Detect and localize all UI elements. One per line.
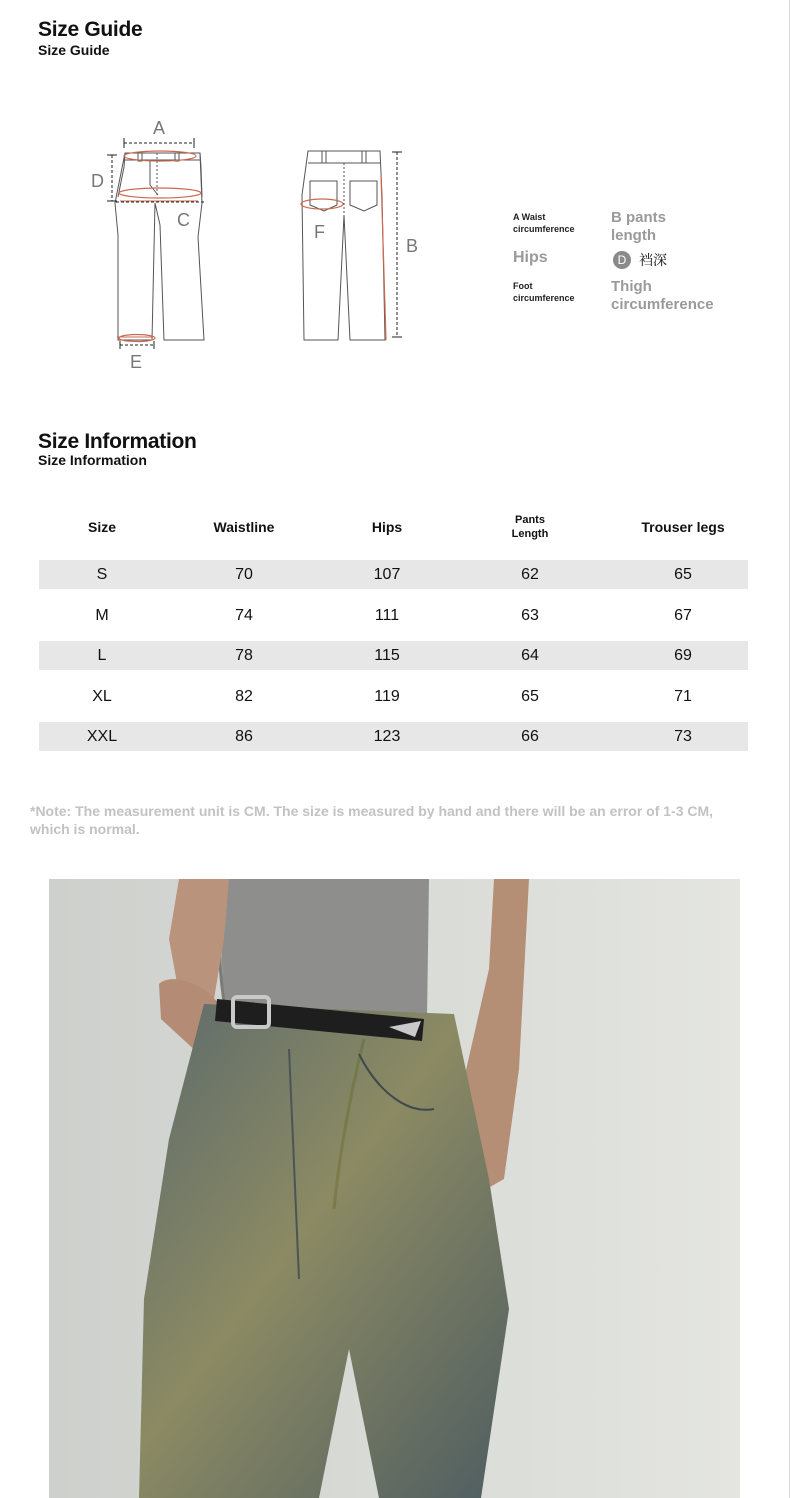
header-hips: Hips bbox=[371, 519, 403, 535]
cell-length: 62 bbox=[521, 566, 539, 583]
cell-hips: 111 bbox=[374, 606, 400, 624]
header-pants-length: Pants Length bbox=[511, 514, 549, 540]
table-header bbox=[39, 505, 748, 560]
header-size: Size bbox=[87, 519, 116, 535]
cell-legs: 73 bbox=[674, 728, 692, 745]
header-trouser-legs: Trouser legs bbox=[641, 519, 725, 535]
table-row bbox=[39, 641, 748, 670]
cell-size: L bbox=[97, 647, 107, 664]
d-badge-icon: D bbox=[613, 251, 631, 269]
header-waistline: Waistline bbox=[213, 519, 275, 535]
measurement-note: *Note: The measurement unit is CM. The size is measured by hand and there will be an error of 1-3 CM, which is normal. bbox=[30, 803, 714, 837]
cell-size: S bbox=[96, 566, 108, 583]
back-dimension-lines bbox=[392, 152, 402, 337]
legend-hips: Hips bbox=[513, 249, 548, 266]
legend-b-length: B pants length bbox=[611, 209, 667, 244]
cell-hips: 115 bbox=[374, 647, 400, 664]
table-row bbox=[39, 682, 748, 711]
cell-size: XXL bbox=[86, 728, 118, 745]
cell-size: XL bbox=[92, 687, 112, 705]
size-guide-subtitle: Size Guide bbox=[38, 42, 110, 58]
label-b: B bbox=[406, 236, 419, 256]
cell-length: 65 bbox=[521, 687, 539, 705]
table-row bbox=[39, 560, 748, 589]
size-guide-title: Size Guide bbox=[38, 18, 143, 41]
cell-legs: 71 bbox=[674, 687, 692, 705]
label-c: C bbox=[177, 210, 190, 230]
cell-waist: 70 bbox=[235, 566, 253, 583]
cell-hips: 107 bbox=[373, 566, 401, 583]
cell-hips: 123 bbox=[373, 728, 401, 745]
pants-front-view bbox=[115, 153, 204, 340]
size-info-subtitle: Size Information bbox=[38, 452, 147, 468]
label-a: A bbox=[153, 118, 166, 138]
table-row bbox=[39, 722, 748, 751]
cell-legs: 69 bbox=[674, 647, 692, 664]
legend-thigh: Thigh circumference bbox=[611, 278, 714, 313]
cell-hips: 119 bbox=[374, 687, 400, 705]
legend-foot: Foot circumference bbox=[513, 281, 575, 303]
cell-legs: 65 bbox=[674, 566, 692, 583]
size-table bbox=[39, 505, 748, 763]
cell-size: M bbox=[95, 606, 109, 624]
legend-a-waist: A Waist circumference bbox=[513, 212, 575, 234]
cell-length: 63 bbox=[521, 606, 539, 624]
cell-waist: 86 bbox=[235, 728, 253, 745]
cell-waist: 74 bbox=[235, 606, 253, 624]
thigh-ellipse bbox=[119, 188, 201, 198]
pants-back-view bbox=[302, 151, 385, 340]
size-info-title: Size Information bbox=[38, 430, 197, 453]
length-accent-line bbox=[381, 175, 386, 340]
legend-d: D 裆深 bbox=[613, 250, 667, 270]
table-row bbox=[39, 601, 748, 630]
cell-length: 64 bbox=[521, 647, 539, 664]
pants-measurement-diagram bbox=[80, 105, 440, 380]
table-body bbox=[39, 560, 748, 751]
product-photo bbox=[49, 879, 740, 1498]
cell-length: 66 bbox=[521, 728, 539, 745]
cell-legs: 67 bbox=[674, 606, 692, 624]
cell-waist: 78 bbox=[235, 647, 253, 664]
label-e: E bbox=[130, 352, 143, 372]
label-f: F bbox=[314, 222, 325, 242]
cell-waist: 82 bbox=[235, 687, 253, 705]
label-d: D bbox=[91, 171, 104, 191]
